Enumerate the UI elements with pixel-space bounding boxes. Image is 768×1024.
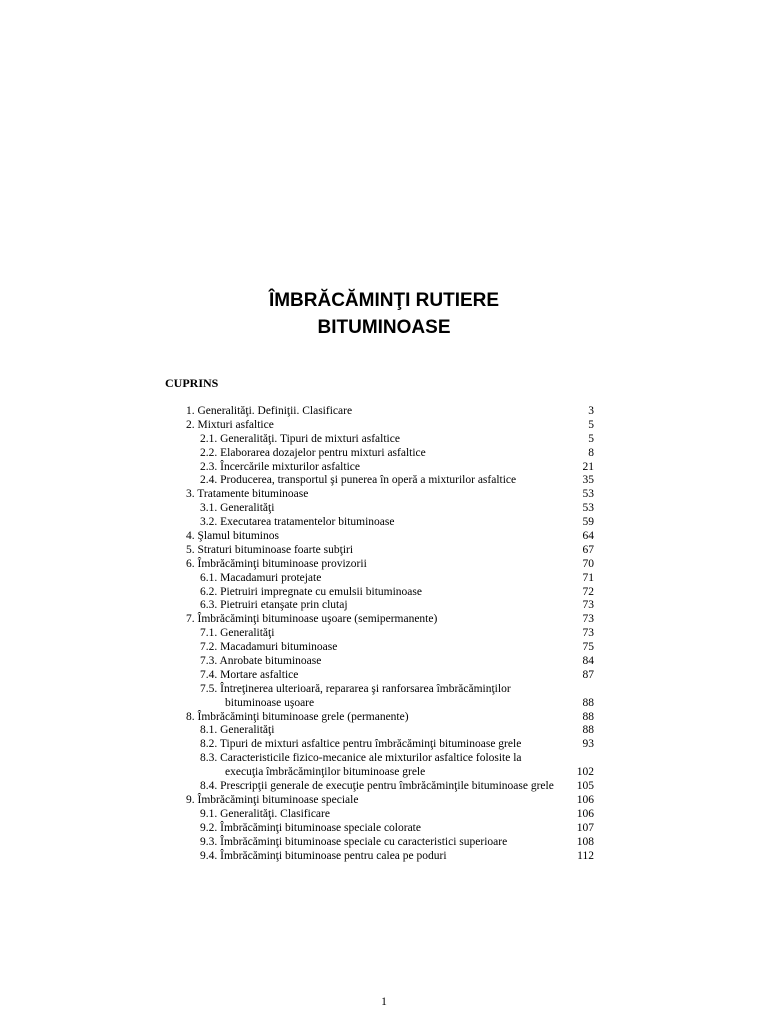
toc-entry-title: 6.3. Pietruiri etanşate prin clutaj	[200, 599, 348, 612]
toc-entry-title: 3.1. Generalităţi	[200, 502, 275, 515]
toc-entry-title: 9.3. Îmbrăcăminţi bituminoase speciale cu caracteristici superioare	[200, 835, 508, 848]
toc-entry	[0, 558, 768, 572]
toc-entry-page: 53	[582, 502, 594, 515]
toc-entry-page: 8	[588, 446, 594, 459]
toc-entry-page: 88	[582, 696, 594, 709]
toc-entry-title: 8.1. Generalităţi	[200, 724, 275, 737]
toc-entry	[0, 474, 768, 488]
toc-entry-title: 9.1. Generalităţi. Clasificare	[200, 807, 330, 820]
toc-entry	[0, 738, 768, 752]
toc-entry-title: 7.5. Întreţinerea ulterioară, repararea şi ranforsarea îmbrăcăminţilor	[200, 682, 511, 695]
toc-entry-title: 9. Îmbrăcăminţi bituminoase speciale	[186, 793, 359, 806]
toc-entry	[0, 627, 768, 641]
toc-entry-page: 70	[582, 557, 594, 570]
toc-entry	[0, 433, 768, 447]
toc-entry-title: 6. Îmbrăcăminţi bituminoase provizorii	[186, 557, 367, 570]
toc-entry	[0, 711, 768, 725]
toc-entry-page: 88	[582, 724, 594, 737]
toc-entry-page: 106	[576, 793, 594, 806]
toc-entry	[0, 516, 768, 530]
toc-entry-page: 108	[576, 835, 594, 848]
toc-entry-title: execuţia îmbrăcăminţilor bituminoase grele	[225, 766, 426, 779]
toc-entry-title: 3. Tratamente bituminoase	[186, 488, 309, 501]
table-of-contents	[0, 405, 768, 863]
toc-entry-page: 72	[582, 585, 594, 598]
toc-entry-title: 6.1. Macadamuri protejate	[200, 571, 322, 584]
toc-entry-title: 7.3. Anrobate bituminoase	[200, 655, 322, 668]
toc-entry-title: 8. Îmbrăcăminţi bituminoase grele (permanente)	[186, 710, 409, 723]
toc-entry-page: 87	[582, 668, 594, 681]
toc-entry-title: bituminoase uşoare	[225, 696, 315, 709]
toc-entry-page: 102	[576, 766, 594, 779]
toc-entry	[0, 544, 768, 558]
toc-entry-page: 73	[582, 627, 594, 640]
toc-entry-title: 8.4. Prescripţii generale de execuţie pentru îmbrăcăminţile bituminoase grele	[200, 780, 554, 793]
toc-entry	[0, 697, 768, 711]
toc-entry-page: 88	[582, 710, 594, 723]
toc-entry-page: 5	[588, 432, 594, 445]
toc-entry-page: 53	[582, 488, 594, 501]
toc-entry-title: 2. Mixturi asfaltice	[186, 418, 274, 431]
toc-entry-page: 59	[582, 516, 594, 529]
toc-entry-title: 7.4. Mortare asfaltice	[200, 668, 299, 681]
toc-entry	[0, 850, 768, 864]
toc-entry	[0, 836, 768, 850]
toc-entry	[0, 794, 768, 808]
toc-entry-title: 5. Straturi bituminoase foarte subţiri	[186, 543, 354, 556]
toc-entry	[0, 766, 768, 780]
toc-entry-page: 5	[588, 418, 594, 431]
toc-entry-title: 4. Şlamul bituminos	[186, 530, 279, 543]
toc-entry	[0, 808, 768, 822]
toc-entry	[0, 780, 768, 794]
toc-entry	[0, 613, 768, 627]
toc-entry-page: 84	[582, 655, 594, 668]
page-number: 1	[381, 996, 387, 1008]
toc-entry-title: 2.2. Elaborarea dozajelor pentru mixturi asfaltice	[200, 446, 426, 459]
toc-entry	[0, 447, 768, 461]
toc-entry	[0, 683, 768, 697]
toc-entry	[0, 419, 768, 433]
toc-entry-title: 2.1. Generalităţi. Tipuri de mixturi asfaltice	[200, 432, 400, 445]
toc-entry-page: 93	[582, 738, 594, 751]
toc-entry-title: 1. Generalităţi. Definiţii. Clasificare	[186, 405, 353, 417]
toc-entry-title: 7.1. Generalităţi	[200, 627, 275, 640]
toc-entry	[0, 752, 768, 766]
toc-entry-page: 73	[582, 599, 594, 612]
toc-entry-title: 6.2. Pietruiri impregnate cu emulsii bituminoase	[200, 585, 422, 598]
toc-entry	[0, 655, 768, 669]
toc-entry	[0, 724, 768, 738]
toc-entry	[0, 822, 768, 836]
toc-entry-title: 2.4. Producerea, transportul şi punerea în operă a mixturilor asfaltice	[200, 474, 517, 487]
toc-entry-page: 112	[577, 849, 594, 862]
toc-entry-title: 2.3. Încercările mixturilor asfaltice	[200, 460, 360, 473]
document-title-line-1: ÎMBRĂCĂMINŢI RUTIERE	[268, 290, 500, 311]
toc-entry	[0, 488, 768, 502]
toc-entry-title: 9.4. Îmbrăcăminţi bituminoase pentru calea pe poduri	[200, 849, 447, 862]
toc-entry-page: 21	[582, 460, 594, 473]
section-heading: CUPRINS	[165, 376, 219, 390]
toc-entry	[0, 530, 768, 544]
toc-entry	[0, 461, 768, 475]
toc-entry-title: 8.2. Tipuri de mixturi asfaltice pentru îmbrăcăminţi bituminoase grele	[200, 738, 522, 751]
toc-entry	[0, 641, 768, 655]
toc-entry-title: 3.2. Executarea tratamentelor bituminoase	[200, 516, 395, 529]
toc-entry-page: 105	[576, 780, 594, 793]
toc-entry	[0, 586, 768, 600]
toc-entry	[0, 669, 768, 683]
toc-entry-page: 107	[576, 821, 594, 834]
toc-entry-page: 67	[582, 543, 594, 556]
toc-entry-page: 3	[588, 405, 594, 417]
toc-entry-title: 7.2. Macadamuri bituminoase	[200, 641, 338, 654]
toc-entry-page: 35	[582, 474, 594, 487]
toc-entry	[0, 502, 768, 516]
toc-entry-title: 7. Îmbrăcăminţi bituminoase uşoare (semipermanente)	[186, 613, 438, 626]
toc-entry-title: 9.2. Îmbrăcăminţi bituminoase speciale colorate	[200, 821, 421, 834]
toc-entry	[0, 599, 768, 613]
toc-entry	[0, 572, 768, 586]
toc-entry-page: 106	[576, 807, 594, 820]
toc-entry-page: 71	[582, 571, 594, 584]
toc-entry-page: 75	[582, 641, 594, 654]
toc-entry-title: 8.3. Caracteristicile fizico-mecanice ale mixturilor asfaltice folosite la	[200, 752, 522, 765]
document-title-line-2: BITUMINOASE	[317, 317, 451, 338]
toc-entry-page: 73	[582, 613, 594, 626]
toc-entry-page: 64	[582, 530, 594, 543]
toc-entry	[0, 405, 768, 419]
